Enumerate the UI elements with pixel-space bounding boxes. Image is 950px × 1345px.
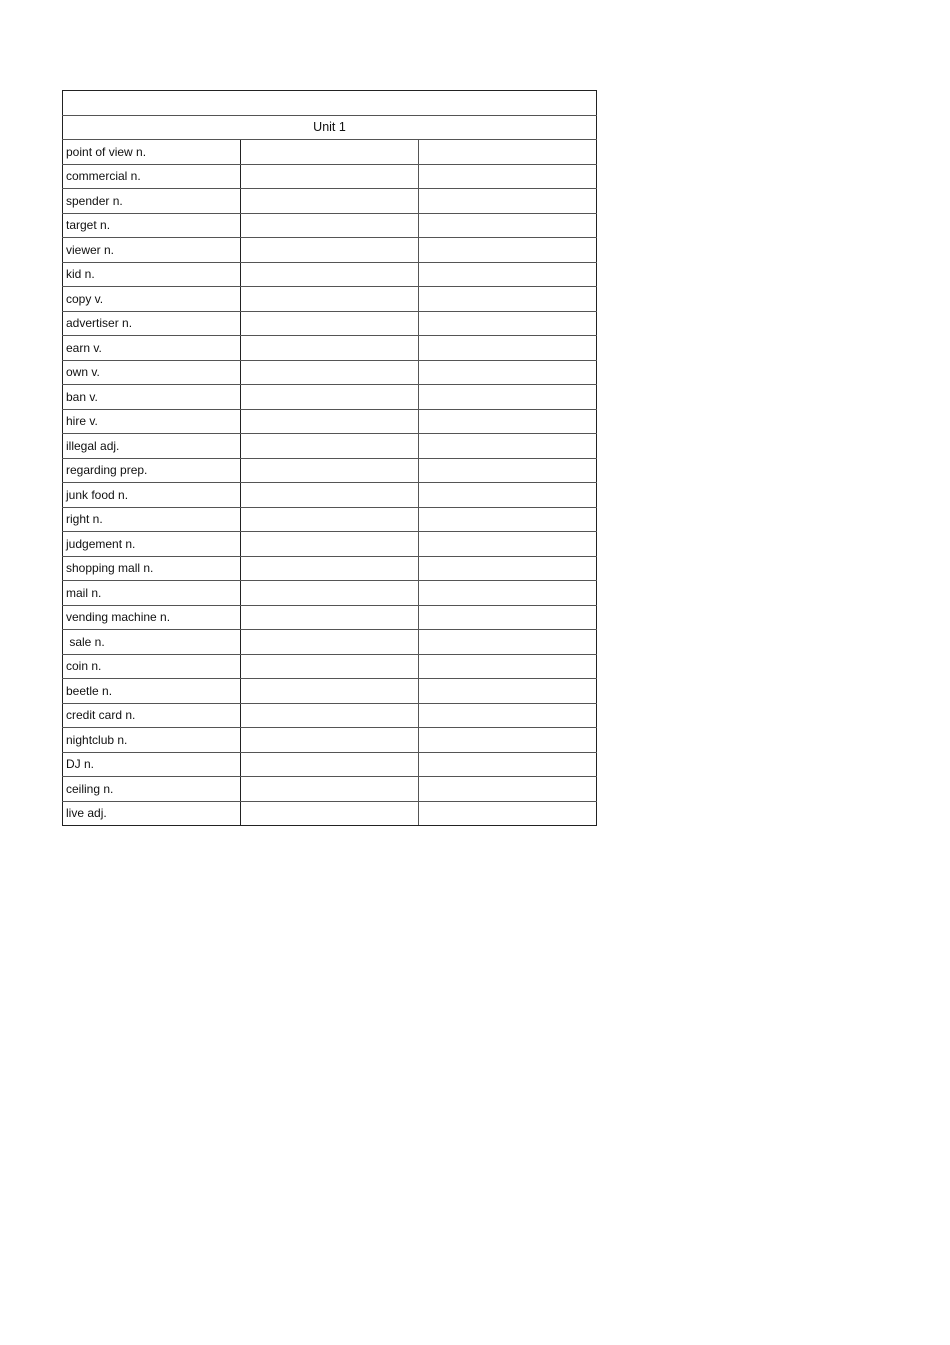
vocab-word-cell: commercial n.: [63, 164, 241, 189]
extra-blank-cell: [419, 434, 597, 459]
extra-blank-cell: [419, 409, 597, 434]
table-row: [63, 409, 597, 434]
unit-title-row: [63, 115, 597, 140]
table-row: [63, 679, 597, 704]
extra-blank-cell: [419, 140, 597, 165]
vocab-word-cell: coin n.: [63, 654, 241, 679]
meaning-blank-cell: [241, 336, 419, 361]
table-row: [63, 777, 597, 802]
meaning-blank-cell: [241, 777, 419, 802]
table-row: [63, 287, 597, 312]
extra-blank-cell: [419, 213, 597, 238]
extra-blank-cell: [419, 752, 597, 777]
meaning-blank-cell: [241, 213, 419, 238]
meaning-blank-cell: [241, 140, 419, 165]
table-row: [63, 238, 597, 263]
meaning-blank-cell: [241, 532, 419, 557]
extra-blank-cell: [419, 360, 597, 385]
vocab-word-cell: target n.: [63, 213, 241, 238]
vocab-word-cell: own v.: [63, 360, 241, 385]
meaning-blank-cell: [241, 703, 419, 728]
extra-blank-cell: [419, 507, 597, 532]
table-row: [63, 189, 597, 214]
extra-blank-cell: [419, 287, 597, 312]
table-row: [63, 164, 597, 189]
table-row: [63, 213, 597, 238]
table-row: [63, 605, 597, 630]
extra-blank-cell: [419, 532, 597, 557]
table-row: [63, 140, 597, 165]
meaning-blank-cell: [241, 458, 419, 483]
meaning-blank-cell: [241, 262, 419, 287]
table-row: [63, 458, 597, 483]
vocab-word-cell: copy v.: [63, 287, 241, 312]
vocab-word-cell: live adj.: [63, 801, 241, 826]
vocab-word-cell: viewer n.: [63, 238, 241, 263]
vocab-word-cell: mail n.: [63, 581, 241, 606]
meaning-blank-cell: [241, 360, 419, 385]
vocab-word-cell: sale n.: [63, 630, 241, 655]
vocab-word-cell: credit card n.: [63, 703, 241, 728]
table-row: [63, 752, 597, 777]
meaning-blank-cell: [241, 507, 419, 532]
extra-blank-cell: [419, 336, 597, 361]
table-row: [63, 434, 597, 459]
extra-blank-cell: [419, 801, 597, 826]
blank-header-cell: [63, 91, 597, 116]
meaning-blank-cell: [241, 189, 419, 214]
extra-blank-cell: [419, 385, 597, 410]
extra-blank-cell: [419, 728, 597, 753]
table-row: [63, 532, 597, 557]
meaning-blank-cell: [241, 679, 419, 704]
extra-blank-cell: [419, 703, 597, 728]
table-row: [63, 728, 597, 753]
vocab-word-cell: DJ n.: [63, 752, 241, 777]
meaning-blank-cell: [241, 434, 419, 459]
extra-blank-cell: [419, 581, 597, 606]
vocab-word-cell: advertiser n.: [63, 311, 241, 336]
vocab-word-cell: regarding prep.: [63, 458, 241, 483]
meaning-blank-cell: [241, 630, 419, 655]
vocabulary-table: [62, 90, 597, 826]
vocab-word-cell: ceiling n.: [63, 777, 241, 802]
vocab-word-cell: hire v.: [63, 409, 241, 434]
extra-blank-cell: [419, 311, 597, 336]
vocab-word-cell: illegal adj.: [63, 434, 241, 459]
extra-blank-cell: [419, 679, 597, 704]
extra-blank-cell: [419, 630, 597, 655]
vocab-word-cell: junk food n.: [63, 483, 241, 508]
extra-blank-cell: [419, 556, 597, 581]
extra-blank-cell: [419, 777, 597, 802]
meaning-blank-cell: [241, 556, 419, 581]
meaning-blank-cell: [241, 238, 419, 263]
extra-blank-cell: [419, 654, 597, 679]
vocab-word-cell: vending machine n.: [63, 605, 241, 630]
meaning-blank-cell: [241, 728, 419, 753]
table-row: [63, 360, 597, 385]
extra-blank-cell: [419, 458, 597, 483]
table-row: [63, 262, 597, 287]
meaning-blank-cell: [241, 483, 419, 508]
meaning-blank-cell: [241, 287, 419, 312]
vocab-word-cell: beetle n.: [63, 679, 241, 704]
vocab-word-cell: ban v.: [63, 385, 241, 410]
vocab-word-cell: right n.: [63, 507, 241, 532]
vocab-word-cell: judgement n.: [63, 532, 241, 557]
table-row: [63, 483, 597, 508]
table-header-blank-row: [63, 91, 597, 116]
table-row: [63, 581, 597, 606]
table-row: [63, 703, 597, 728]
table-row: [63, 311, 597, 336]
table-row: [63, 507, 597, 532]
meaning-blank-cell: [241, 385, 419, 410]
extra-blank-cell: [419, 164, 597, 189]
meaning-blank-cell: [241, 801, 419, 826]
meaning-blank-cell: [241, 311, 419, 336]
vocab-word-cell: kid n.: [63, 262, 241, 287]
table-row: [63, 630, 597, 655]
vocabulary-table-body: [63, 91, 597, 826]
meaning-blank-cell: [241, 752, 419, 777]
extra-blank-cell: [419, 483, 597, 508]
table-row: [63, 556, 597, 581]
meaning-blank-cell: [241, 409, 419, 434]
table-row: [63, 801, 597, 826]
extra-blank-cell: [419, 189, 597, 214]
table-row: [63, 336, 597, 361]
extra-blank-cell: [419, 238, 597, 263]
vocab-word-cell: point of view n.: [63, 140, 241, 165]
extra-blank-cell: [419, 605, 597, 630]
vocab-word-cell: shopping mall n.: [63, 556, 241, 581]
meaning-blank-cell: [241, 164, 419, 189]
table-row: [63, 654, 597, 679]
meaning-blank-cell: [241, 605, 419, 630]
table-row: [63, 385, 597, 410]
extra-blank-cell: [419, 262, 597, 287]
meaning-blank-cell: [241, 581, 419, 606]
vocab-word-cell: spender n.: [63, 189, 241, 214]
unit-title: Unit 1: [63, 115, 597, 140]
vocab-word-cell: earn v.: [63, 336, 241, 361]
meaning-blank-cell: [241, 654, 419, 679]
vocab-word-cell: nightclub n.: [63, 728, 241, 753]
